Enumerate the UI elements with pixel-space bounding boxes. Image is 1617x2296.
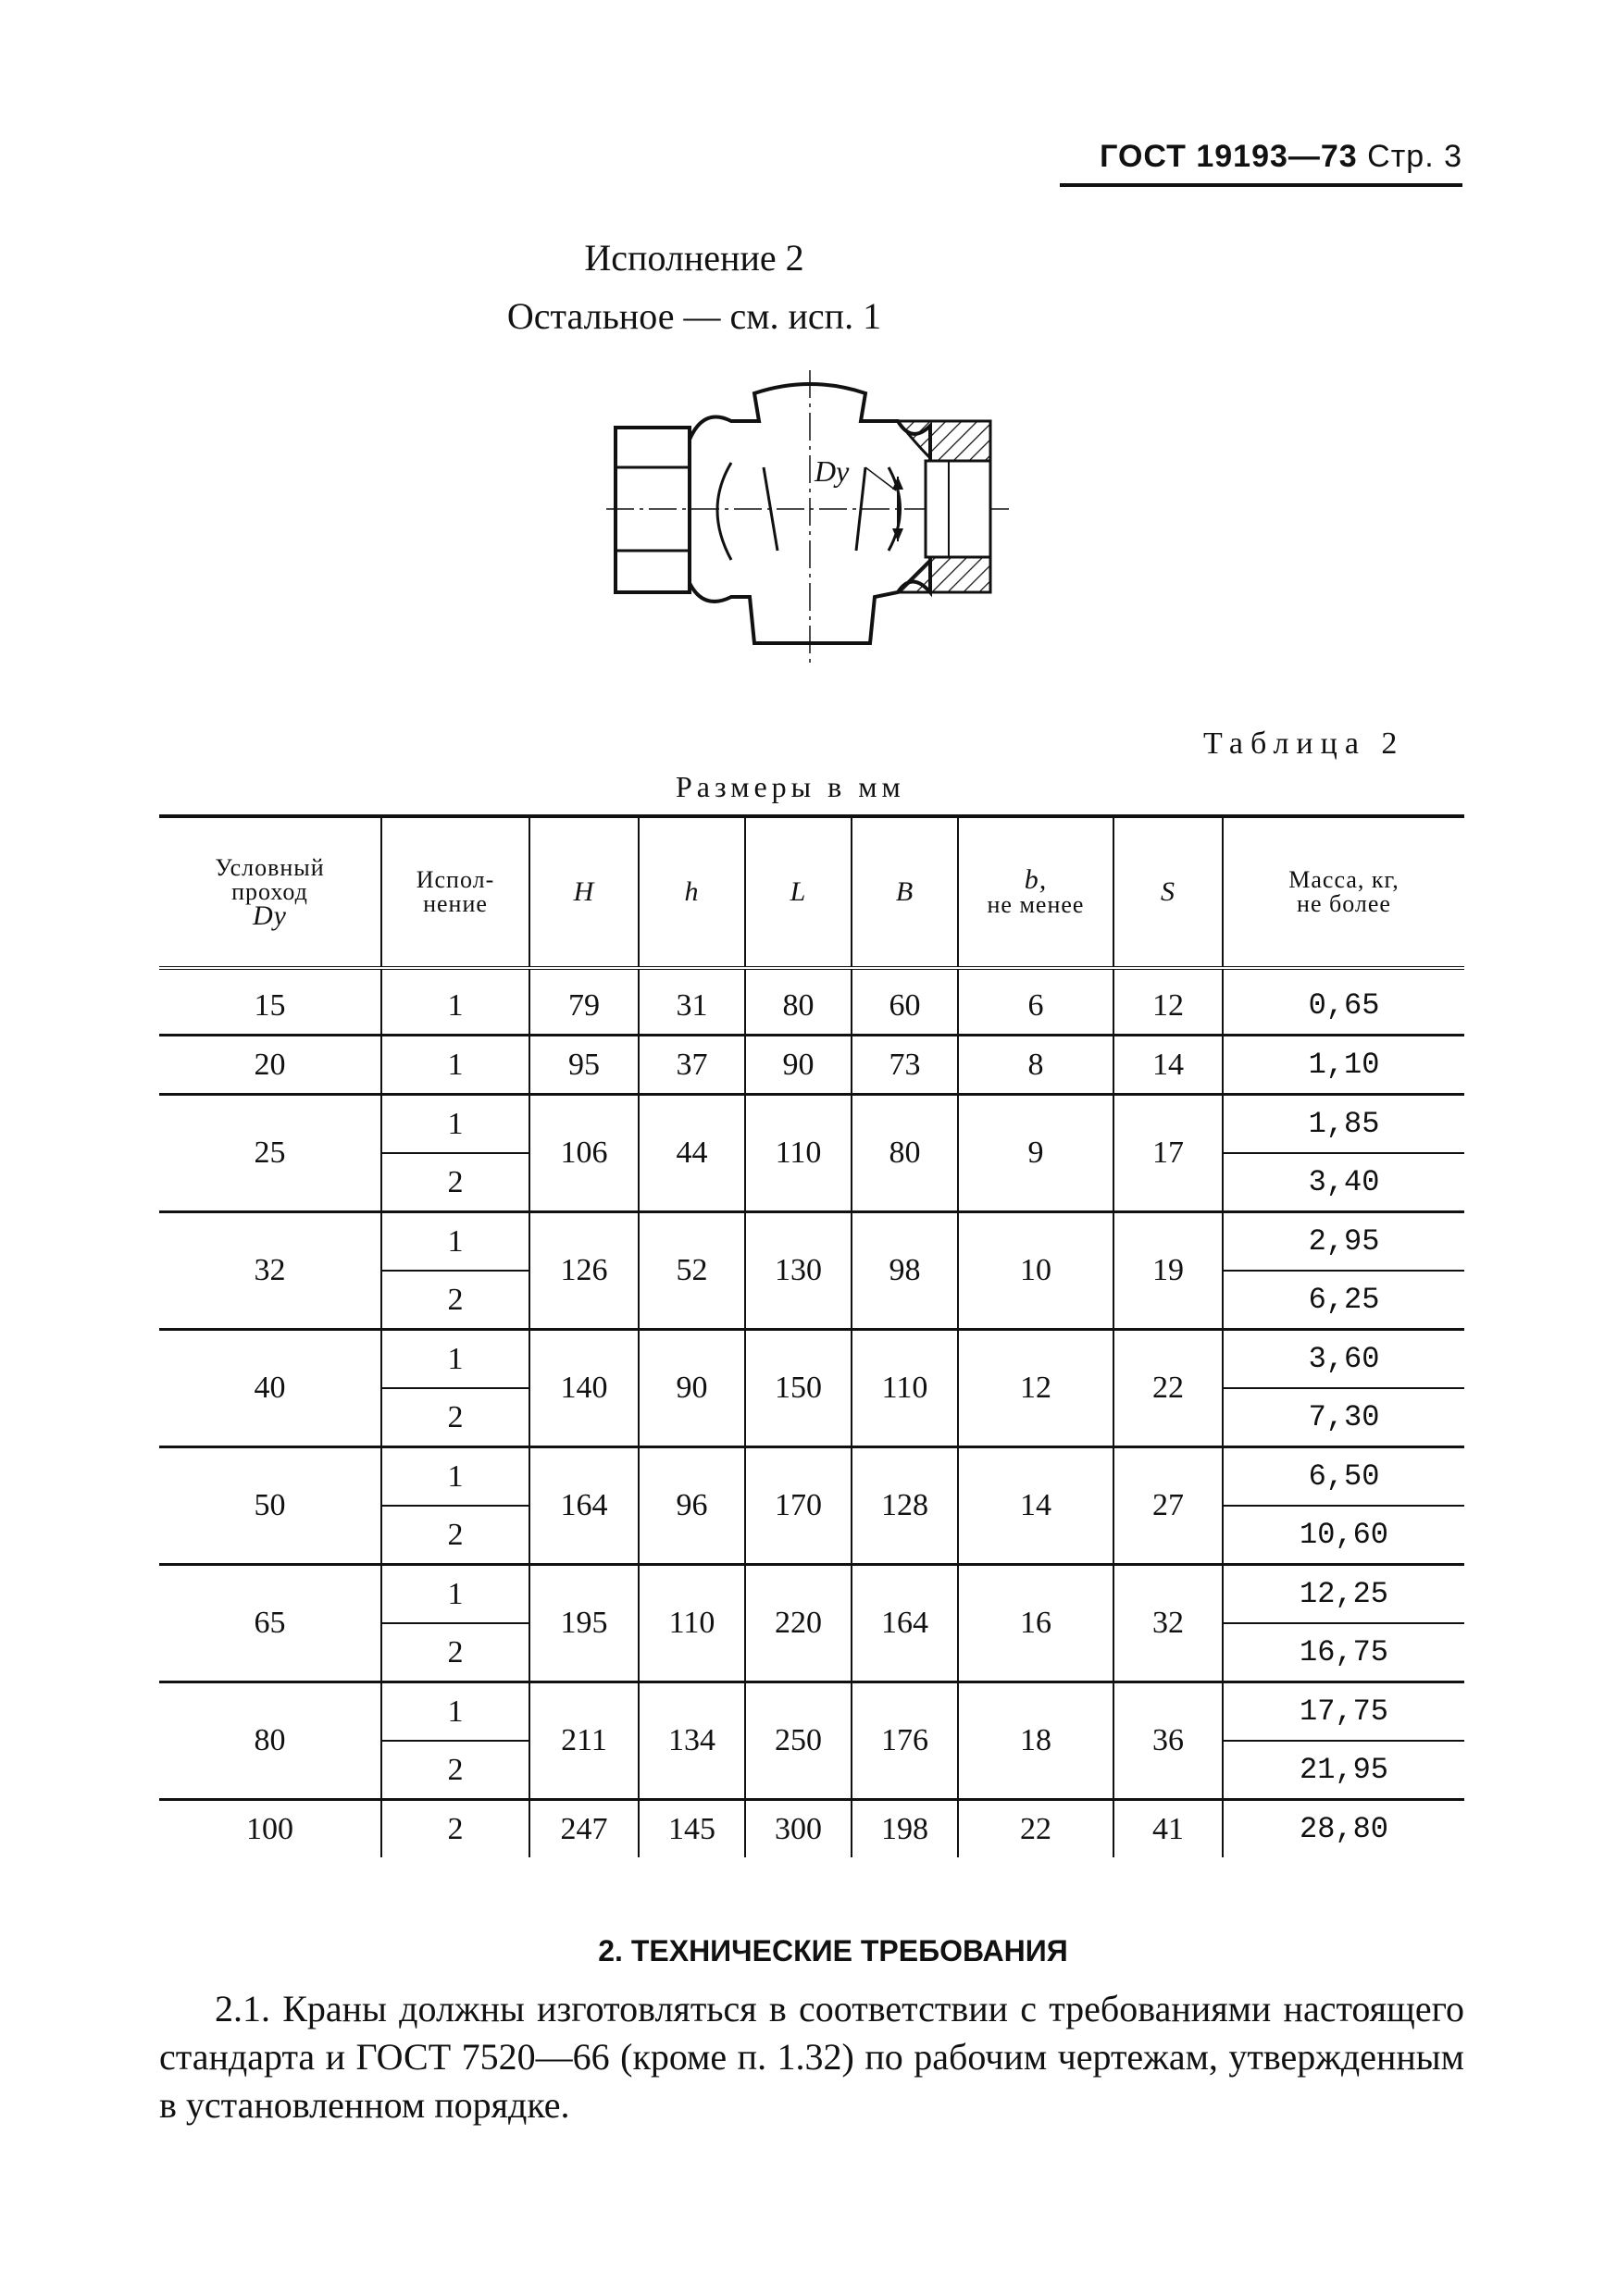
cell-isp: 2 <box>381 1271 529 1330</box>
cell-H: 79 <box>529 968 639 1036</box>
cell-mass: 0,65 <box>1223 968 1464 1036</box>
table-row <box>159 1565 1464 1624</box>
table-units: Размеры в мм <box>676 770 905 803</box>
col-b: b, не менее <box>958 816 1113 968</box>
table-row <box>159 1682 1464 1742</box>
cell-h: 90 <box>639 1330 745 1447</box>
cell-L: 150 <box>745 1330 852 1447</box>
cell-B: 73 <box>852 1036 958 1095</box>
cell-isp: 2 <box>381 1506 529 1565</box>
cell-H: 164 <box>529 1447 639 1565</box>
cell-b: 14 <box>958 1447 1113 1565</box>
cell-B: 98 <box>852 1212 958 1330</box>
cell-L: 110 <box>745 1095 852 1212</box>
cell-L: 220 <box>745 1565 852 1682</box>
cell-h: 110 <box>639 1565 745 1682</box>
rest-note: Остальное — см. исп. 1 <box>506 295 882 337</box>
cell-B: 60 <box>852 968 958 1036</box>
header-rule <box>1060 183 1462 187</box>
cell-H: 126 <box>529 1212 639 1330</box>
table-row <box>159 1800 1464 1858</box>
cell-H: 211 <box>529 1682 639 1800</box>
cell-L: 80 <box>745 968 852 1036</box>
cell-H: 95 <box>529 1036 639 1095</box>
cell-isp: 1 <box>381 1212 529 1272</box>
cell-isp: 1 <box>381 968 529 1036</box>
cell-S: 27 <box>1113 1447 1223 1565</box>
cell-S: 12 <box>1113 968 1223 1036</box>
cell-b: 12 <box>958 1330 1113 1447</box>
cell-mass: 21,95 <box>1223 1741 1464 1800</box>
header-row <box>159 816 1464 968</box>
cell-h: 37 <box>639 1036 745 1095</box>
cell-mass: 6,25 <box>1223 1271 1464 1330</box>
cell-b: 22 <box>958 1800 1113 1858</box>
cell-h: 52 <box>639 1212 745 1330</box>
cell-L: 170 <box>745 1447 852 1565</box>
section-paragraph: 2.1. Краны должны изготовляться в соответствии с требованиями настоящего стандарта и ГОСТ 7520—66 (кроме п. 1.32) по рабочим чертежам, утвержденным в установленном порядке. <box>159 1988 1464 2126</box>
cell-isp: 1 <box>381 1447 529 1507</box>
cell-dy: 80 <box>159 1682 381 1800</box>
cell-isp: 2 <box>381 1153 529 1212</box>
cell-dy: 32 <box>159 1212 381 1330</box>
cell-isp: 2 <box>381 1388 529 1447</box>
cell-h: 134 <box>639 1682 745 1800</box>
valve-drawing <box>592 366 1018 671</box>
cell-isp: 2 <box>381 1623 529 1682</box>
cell-mass: 12,25 <box>1223 1565 1464 1624</box>
cell-H: 247 <box>529 1800 639 1858</box>
cell-L: 250 <box>745 1682 852 1800</box>
cell-S: 41 <box>1113 1800 1223 1858</box>
cell-mass: 1,85 <box>1223 1095 1464 1154</box>
col-isp: Испол- нение <box>381 816 529 968</box>
cell-dy: 20 <box>159 1036 381 1095</box>
cell-b: 9 <box>958 1095 1113 1212</box>
cell-isp: 1 <box>381 1036 529 1095</box>
cell-dy: 40 <box>159 1330 381 1447</box>
table-row <box>159 1212 1464 1272</box>
page-number: Стр. 3 <box>1367 139 1462 174</box>
table-row <box>159 1095 1464 1154</box>
cell-mass: 6,50 <box>1223 1447 1464 1507</box>
cell-mass: 10,60 <box>1223 1506 1464 1565</box>
cell-B: 164 <box>852 1565 958 1682</box>
cell-mass: 2,95 <box>1223 1212 1464 1272</box>
cell-dy: 15 <box>159 968 381 1036</box>
execution-title: Исполнение 2 <box>584 237 804 279</box>
col-H: H <box>529 816 639 968</box>
section-title: 2. ТЕХНИЧЕСКИЕ ТРЕБОВАНИЯ <box>598 1934 1068 1967</box>
cell-mass: 17,75 <box>1223 1682 1464 1742</box>
table-label: Таблица 2 <box>1203 726 1405 761</box>
cell-mass: 3,60 <box>1223 1330 1464 1389</box>
cell-b: 8 <box>958 1036 1113 1095</box>
cell-isp: 1 <box>381 1330 529 1389</box>
cell-L: 130 <box>745 1212 852 1330</box>
cell-dy: 50 <box>159 1447 381 1565</box>
table-row <box>159 1036 1464 1095</box>
cell-mass: 16,75 <box>1223 1623 1464 1682</box>
doc-number: ГОСТ 19193—73 <box>1100 139 1358 174</box>
cell-B: 128 <box>852 1447 958 1565</box>
dimensions-table <box>159 814 1464 1857</box>
col-h: h <box>639 816 745 968</box>
table-body <box>159 968 1464 1857</box>
cell-b: 6 <box>958 968 1113 1036</box>
cell-mass: 7,30 <box>1223 1388 1464 1447</box>
cell-h: 145 <box>639 1800 745 1858</box>
col-L: L <box>745 816 852 968</box>
cell-h: 44 <box>639 1095 745 1212</box>
cell-isp: 1 <box>381 1682 529 1742</box>
table-row <box>159 1330 1464 1389</box>
cell-S: 17 <box>1113 1095 1223 1212</box>
col-B: B <box>852 816 958 968</box>
col-mass: Масса, кг, не более <box>1223 816 1464 968</box>
cell-H: 140 <box>529 1330 639 1447</box>
table-row <box>159 968 1464 1036</box>
cell-isp: 2 <box>381 1800 529 1858</box>
cell-mass: 3,40 <box>1223 1153 1464 1212</box>
cell-S: 19 <box>1113 1212 1223 1330</box>
cell-S: 22 <box>1113 1330 1223 1447</box>
cell-isp: 2 <box>381 1741 529 1800</box>
cell-dy: 25 <box>159 1095 381 1212</box>
cell-B: 176 <box>852 1682 958 1800</box>
cell-mass: 28,80 <box>1223 1800 1464 1858</box>
cell-S: 14 <box>1113 1036 1223 1095</box>
cell-h: 96 <box>639 1447 745 1565</box>
cell-b: 18 <box>958 1682 1113 1800</box>
cell-B: 80 <box>852 1095 958 1212</box>
cell-b: 16 <box>958 1565 1113 1682</box>
cell-S: 32 <box>1113 1565 1223 1682</box>
cell-B: 110 <box>852 1330 958 1447</box>
cell-isp: 1 <box>381 1565 529 1624</box>
cell-h: 31 <box>639 968 745 1036</box>
cell-S: 36 <box>1113 1682 1223 1800</box>
page-header <box>1046 139 1462 175</box>
cell-b: 10 <box>958 1212 1113 1330</box>
cell-B: 198 <box>852 1800 958 1858</box>
dim-label: Dу <box>815 454 850 488</box>
cell-H: 195 <box>529 1565 639 1682</box>
table-row <box>159 1447 1464 1507</box>
cell-isp: 1 <box>381 1095 529 1154</box>
cell-H: 106 <box>529 1095 639 1212</box>
col-S: S <box>1113 816 1223 968</box>
cell-mass: 1,10 <box>1223 1036 1464 1095</box>
col-dy: Условный проход Dу <box>159 816 381 968</box>
cell-L: 90 <box>745 1036 852 1095</box>
cell-dy: 100 <box>246 1811 293 1846</box>
cell-L: 300 <box>745 1800 852 1858</box>
cell-dy: 65 <box>159 1565 381 1682</box>
